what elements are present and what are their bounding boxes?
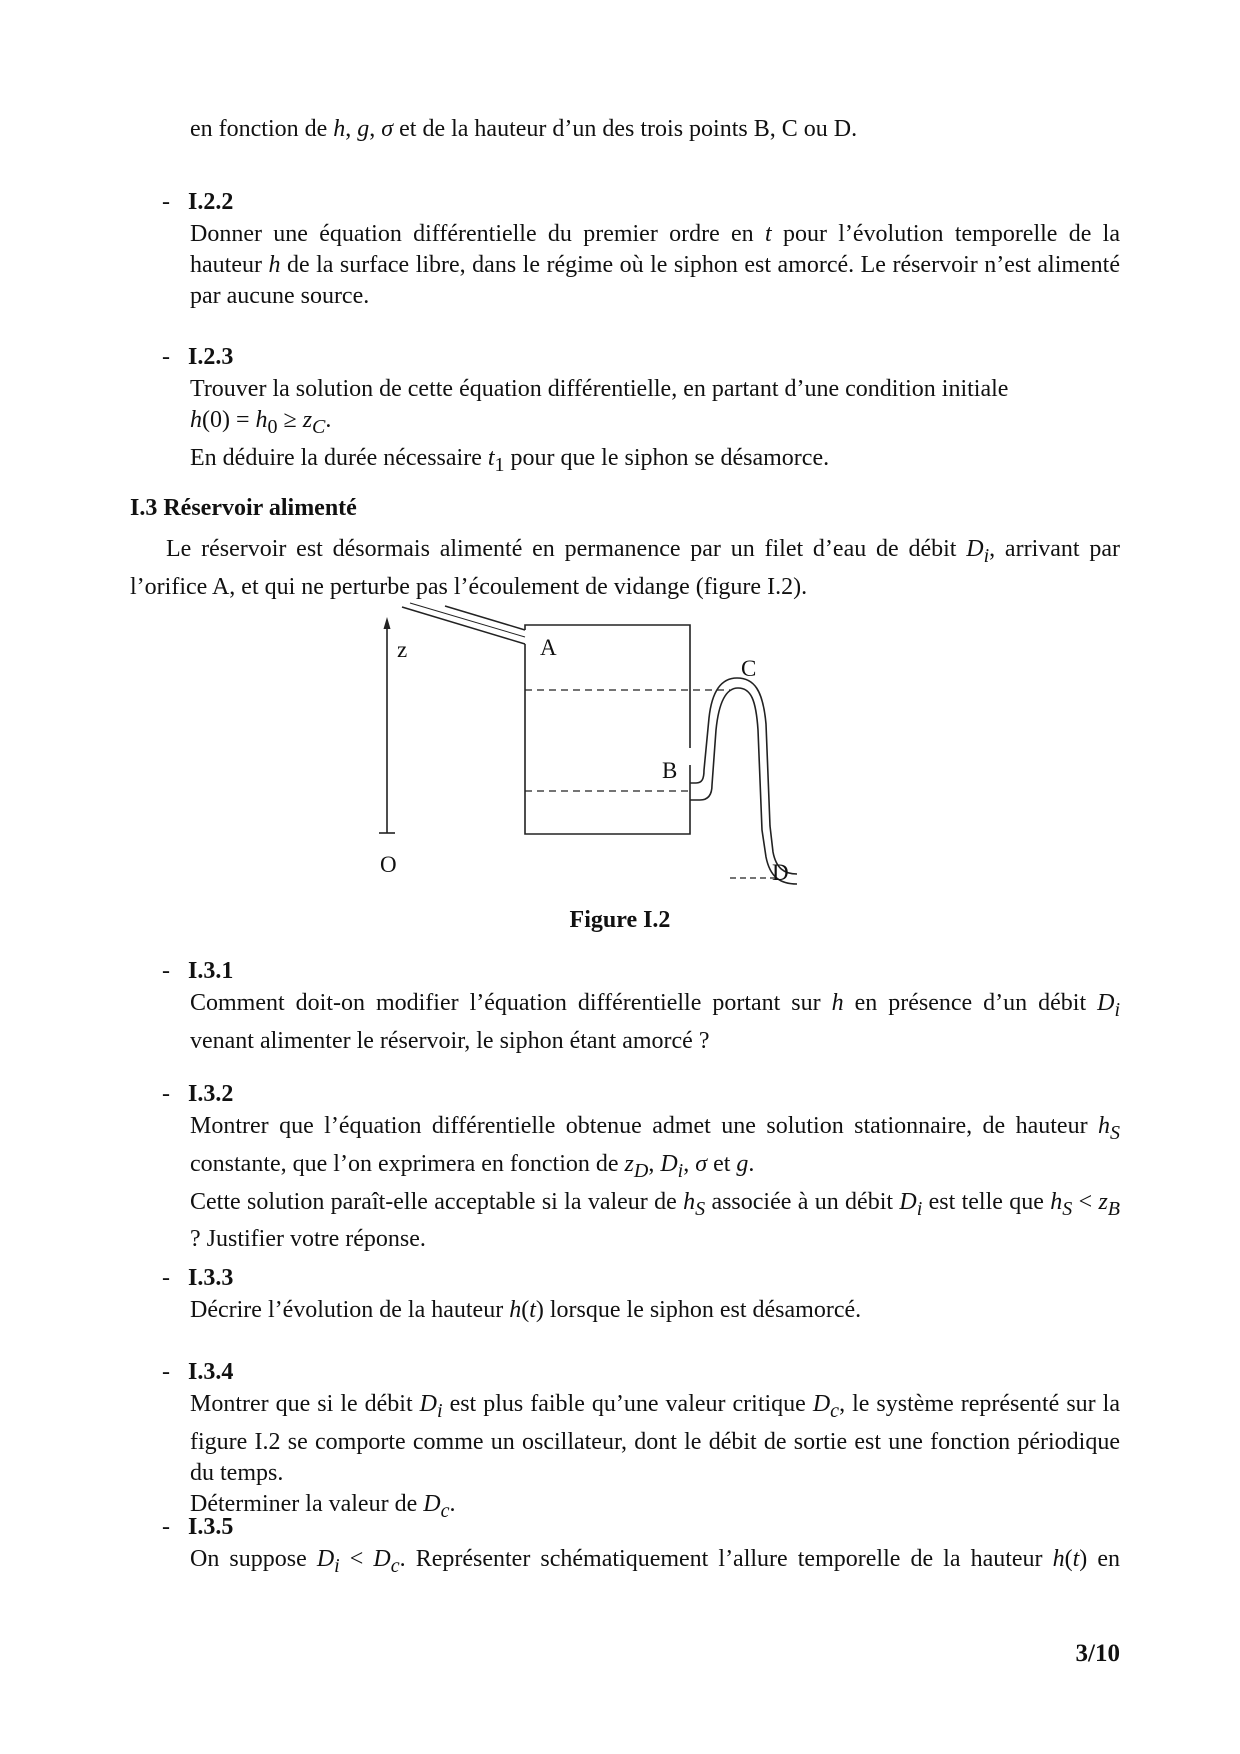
q123-line-2: En déduire la durée nécessaire $t_1$ pour que le siphon se désamorce. [190,444,830,476]
intro-line [190,114,1120,145]
question-heading-1-3-2: - I.3.2 [162,1081,234,1107]
inflow-pipe-top [402,607,525,644]
inflow-pipe-inner [410,603,525,637]
question-heading-1-2-2: - I.2.2 [162,189,234,215]
page-number: 3/10 [1075,1640,1120,1667]
question-text-1-3-4 [190,1389,1120,1527]
label-b: B [662,758,678,783]
question-heading-1-3-1: - I.3.1 [162,958,234,984]
question-heading-1-3-3: - I.3.3 [162,1265,234,1291]
question-text-1-2-2: Donner une équation différentielle du premier ordre en t pour l’évolution temporelle de la hauteur h de la surface libre, dans le régime où le siphon est amorcé. Le réservoir n’est alimenté par aucune source. [190,221,1121,309]
siphon-figure [370,600,890,940]
q123-line-1: Trouver la solution de cette équation différentielle, en partant d’une condition initiale [190,376,1009,402]
q132-para-2: Cette solution paraît-elle acceptable si la valeur de $h_S$ associée à un débit $D_i$ est telle que $h_S < z_B$ ? Justifier votre réponse. [190,1188,1120,1253]
inflow-pipe-bottom [445,606,525,630]
siphon-tube-outer [690,688,797,884]
figure-caption: Figure I.2 [569,907,671,933]
q123-math: $h(0) = h_0 \ge z_C$. [190,407,332,438]
question-label: I.2.3 [188,344,234,370]
section-heading: I.3 Réservoir alimenté [130,495,357,521]
label-d: D [772,860,789,885]
question-text-1-3-3: Décrire l’évolution de la hauteur h(t) lorsque le siphon est désamorcé. [190,1297,862,1323]
intro-text: en fonction de h, g, σ et de la hauteur d’un des trois points B, C ou D. [190,116,858,142]
question-label: I.3.5 [188,1514,234,1540]
question-label: I.3.1 [188,958,234,984]
question-label: I.3.2 [188,1081,234,1107]
question-heading-1-2-3: - I.2.3 [162,344,234,370]
label-z: z [397,637,408,662]
question-label: I.2.2 [188,189,234,215]
question-label: I.3.4 [188,1359,234,1385]
z-axis-arrow [384,617,391,629]
siphon-tube-inner [690,678,797,874]
question-text-1-3-2 [190,1111,1120,1255]
question-heading-1-3-5: - I.3.5 [162,1514,234,1540]
q134-para-1: Montrer que si le débit $D_i$ est plus faible qu’une valeur critique $D_c$, le système représenté sur la figure I.2 se comporte comme un oscillateur, dont le débit de sortie est une fonction périodique du temps. [190,1391,1120,1486]
question-label: I.3.3 [188,1265,234,1291]
q132-para-1: Montrer que l’équation différentielle obtenue admet une solution stationnaire, de hauteur $h_S$ constante, que l’on exprimera en fonction de $z_D$, $D_i$, σ et g. [190,1113,1120,1182]
question-heading-1-3-4: - I.3.4 [162,1359,234,1385]
label-o: O [380,852,397,877]
label-c-text: C [741,656,757,681]
question-text-1-3-5: On suppose $D_i < D_c$. Représenter schématiquement l’allure temporelle de la hauteur h(t) en [190,1546,1120,1577]
question-text-1-3-1: Comment doit-on modifier l’équation différentielle portant sur h en présence d’un débit $D_i$ venant alimenter le réservoir, le siphon étant amorcé ? [190,990,1120,1054]
question-text-1-2-3 [190,374,1120,481]
q134-para-2: Déterminer la valeur de $D_c$. [190,1490,456,1522]
label-a: A [540,635,557,660]
section-paragraph: Le réservoir est désormais alimenté en permanence par un filet d’eau de débit $D_i$, arrivant par l’orifice A, et qui ne perturbe pas l’écoulement de vidange (figure I.2). [130,536,1120,600]
